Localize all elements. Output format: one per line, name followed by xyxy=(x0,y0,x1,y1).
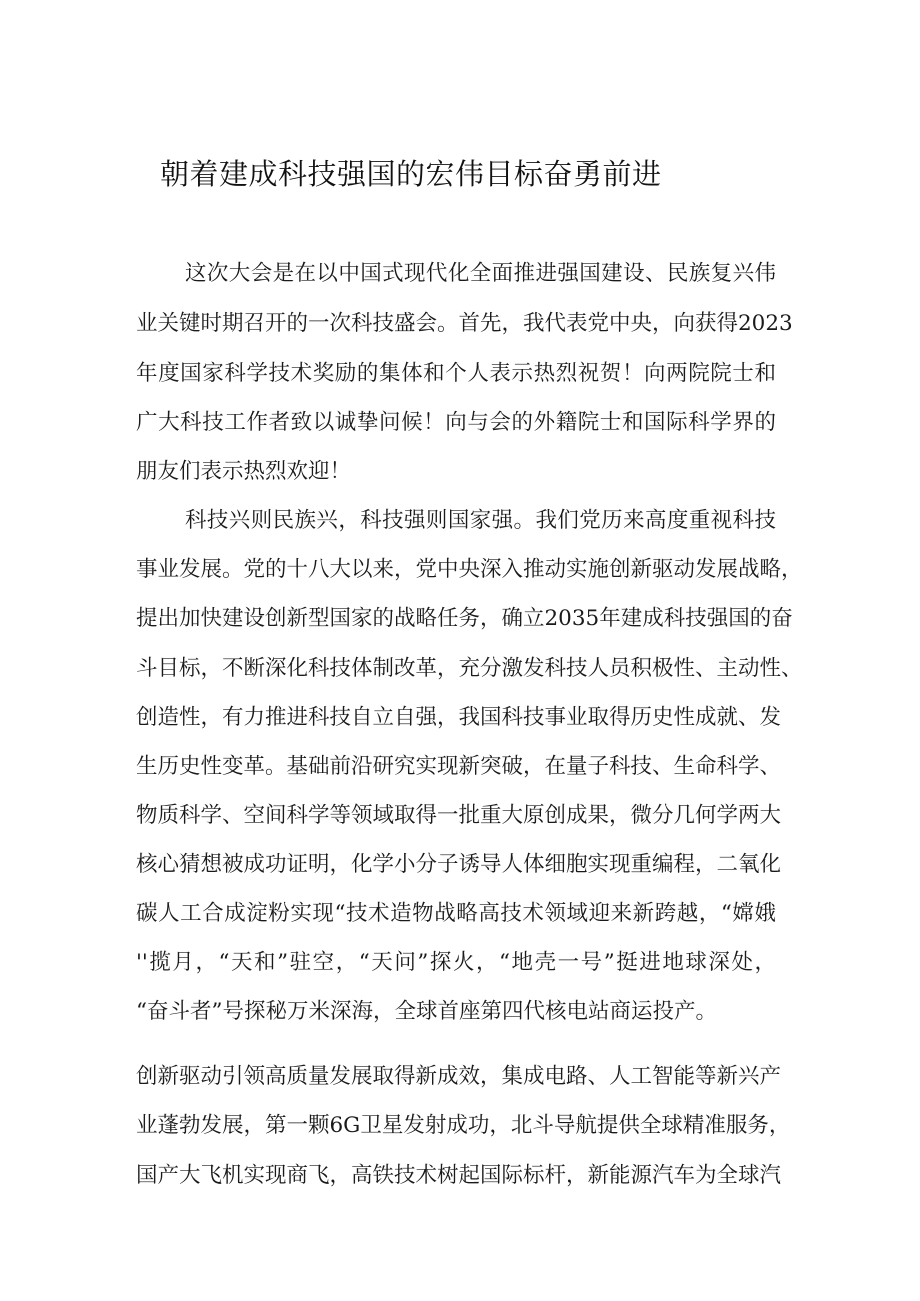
paragraph-1-line-4: 广大科技工作者致以诚挚问候！向与会的外籍院士和国际科学界的 xyxy=(136,410,776,435)
paragraph-2-line-8: 核心猜想被成功证明，化学小分子诱导人体细胞实现重编程，二氧化 xyxy=(136,852,782,877)
paragraph-2-line-6: 生历史性变革。基础前沿研究实现新突破，在量子科技、生命科学、 xyxy=(136,754,782,779)
paragraph-2-line-3: 提出加快建设创新型国家的战略任务，确立2035年建成科技强国的奋 xyxy=(136,606,793,631)
paragraph-1-line-3: 年度国家科学技术奖励的集体和个人表示热烈祝贺！向两院院士和 xyxy=(136,361,776,386)
paragraph-2-line-1: 科技兴则民族兴，科技强则国家强。我们党历来高度重视科技 xyxy=(185,508,776,533)
paragraph-2-line-10: ''揽月，“天和”驻空，“天问”探火，“地壳一号”挺进地球深处， xyxy=(136,950,776,975)
paragraph-2-line-5: 创造性，有力推进科技自立自强，我国科技事业取得历史性成就、发 xyxy=(136,705,782,730)
paragraph-2-line-11: “奋斗者”号探秘万米深海，全球首座第四代核电站商运投产。 xyxy=(136,999,717,1024)
document-title: 朝着建成科技强国的宏伟目标奋勇前进 xyxy=(160,157,662,191)
paragraph-1-line-2: 业关键时期召开的一次科技盛会。首先，我代表党中央，向获得2023 xyxy=(136,311,793,336)
paragraph-2-line-9: 碳人工合成淀粉实现“技术造物战略高技术领域迎来新跨越，“嫦娥 xyxy=(136,901,776,926)
paragraph-2-line-4: 斗目标，不断深化科技体制改革，充分激发科技人员积极性、主动性、 xyxy=(136,656,803,681)
paragraph-3-line-2: 业蓬勃发展，第一颗6G卫星发射成功，北斗导航提供全球精准服务， xyxy=(136,1113,791,1138)
paragraph-1-line-5: 朋友们表示热烈欢迎！ xyxy=(136,459,352,484)
paragraph-1-line-1: 这次大会是在以中国式现代化全面推进强国建设、民族复兴伟 xyxy=(185,261,776,286)
paragraph-2-line-2: 事业发展。党的十八大以来，党中央深入推动实施创新驱动发展战略， xyxy=(136,557,803,582)
paragraph-3-line-1: 创新驱动引领高质量发展取得新成效，集成电路、人工智能等新兴产 xyxy=(136,1064,782,1089)
paragraph-2-line-7: 物质科学、空间科学等领域取得一批重大原创成果，微分几何学两大 xyxy=(136,803,782,828)
paragraph-3-line-3: 国产大飞机实现商飞，高铁技术树起国际标杆，新能源汽车为全球汽 xyxy=(136,1163,782,1188)
